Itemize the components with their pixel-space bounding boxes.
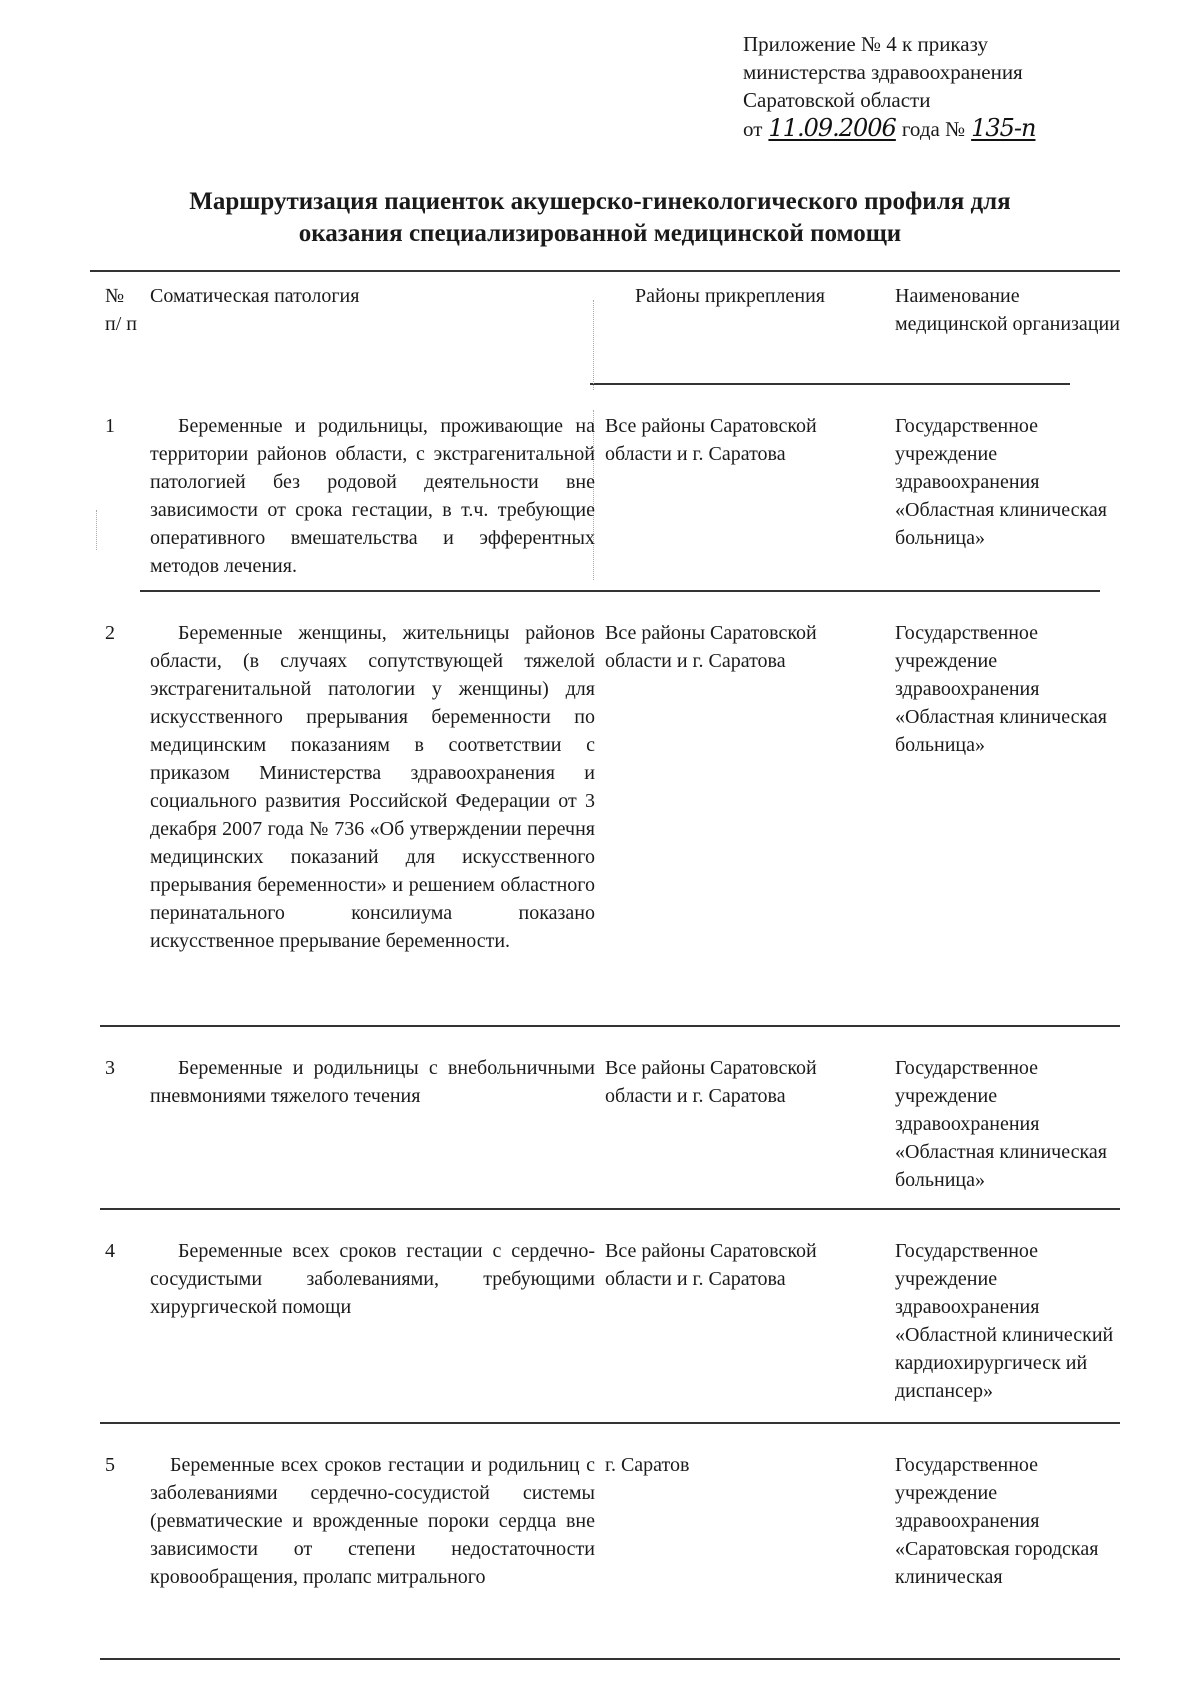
row-organization: Государственное учреждение здравоохранения «Областная клиническая больница» <box>895 1057 1107 1191</box>
table-row <box>90 605 1120 1040</box>
routing-table <box>90 282 1120 1667</box>
header-pathology: Соматическая патология <box>150 285 360 307</box>
annex-line-1: Приложение № 4 к приказу <box>743 32 988 56</box>
row-pathology: Беременные женщины, жительницы районов области, (в случаях сопутствующей тяжелой экстрагенитальной патологии у женщины) для искусственного прерывания беременности по медицинским показаниям в соответствии с приказом Министерства здравоохранения и социального развития Российской Федерации от 3 декабря 2007 года № 736 «Об утверждении перечня медицинских показаний для искусственного прерывания беременности» и решением областного перинатального консилиума показано искусственное прерывание беременности. <box>150 622 595 952</box>
row-num: 1 <box>105 415 115 437</box>
annex-line-3: Саратовской области <box>743 88 931 112</box>
row-pathology-cell <box>140 412 595 605</box>
row-pathology-cell <box>140 619 595 1040</box>
table-row <box>90 1040 1120 1223</box>
table-row <box>90 400 1120 605</box>
row-organization: Государственное учреждение здравоохранения «Саратовская городская клиническая <box>895 1454 1099 1588</box>
row-districts: Все районы Саратовской области и г. Саратова <box>605 1240 817 1290</box>
table-row <box>90 1437 1120 1667</box>
row-organization: Государственное учреждение здравоохранения «Областная клиническая больница» <box>895 415 1107 549</box>
table-header <box>90 282 1120 400</box>
row-districts: Все районы Саратовской области и г. Саратова <box>605 622 817 672</box>
header-organization: Наименование медицинской организации <box>895 285 1120 335</box>
row-pathology-cell <box>140 1237 595 1437</box>
row-pathology: Беременные всех сроков гестации с сердечно-сосудистыми заболеваниями, требующими хирургической помощи <box>150 1240 595 1318</box>
row-pathology: Беременные всех сроков гестации и родильниц с заболеваниями сердечно-сосудистой системы (ревматические и врожденные пороки сердца вне зависимости от степени недостаточности кровообращения, пролапс митрального <box>150 1454 595 1588</box>
row-num: 5 <box>105 1454 115 1476</box>
annex-block <box>743 30 1035 143</box>
annex-line-2: министерства здравоохранения <box>743 60 1023 84</box>
title-line-1: Маршрутизация пациенток акушерско-гинекологического профиля для <box>189 188 1011 215</box>
row-pathology-cell <box>140 1451 595 1667</box>
title-line-2: оказания специализированной медицинской помощи <box>298 220 902 247</box>
row-num: 4 <box>105 1240 115 1262</box>
handwritten-order-number: 135-п <box>971 114 1036 142</box>
row-organization: Государственное учреждение здравоохранения «Областной клинический кардиохирургическ ий диспансер» <box>895 1240 1114 1402</box>
row-pathology-cell <box>140 1054 595 1223</box>
header-districts: Районы прикрепления <box>635 285 826 307</box>
document-title <box>120 186 1080 250</box>
row-districts: г. Саратов <box>605 1454 690 1476</box>
table-row <box>90 1223 1120 1437</box>
row-num: 2 <box>105 622 115 644</box>
annex-prefix: от <box>743 117 763 141</box>
annex-mid: года № <box>901 117 966 141</box>
header-num: № п/ п <box>105 285 137 335</box>
annex-line-4 <box>743 114 1035 143</box>
row-districts: Все районы Саратовской области и г. Саратова <box>605 415 817 465</box>
row-organization: Государственное учреждение здравоохранения «Областная клиническая больница» <box>895 622 1107 756</box>
row-pathology: Беременные и родильницы, проживающие на территории районов области, с экстрагенитальной патологией без родовой деятельности вне зависимости от срока гестации, в т.ч. требующие оперативного вмешательства и эфферентных методов лечения. <box>150 415 595 577</box>
table-top-rule <box>90 270 1120 272</box>
handwritten-date: 11.09.2006 <box>768 114 896 142</box>
row-pathology: Беременные и родильницы с внебольничными пневмониями тяжелого течения <box>150 1057 595 1107</box>
row-num: 3 <box>105 1057 115 1079</box>
row-districts: Все районы Саратовской области и г. Саратова <box>605 1057 817 1107</box>
